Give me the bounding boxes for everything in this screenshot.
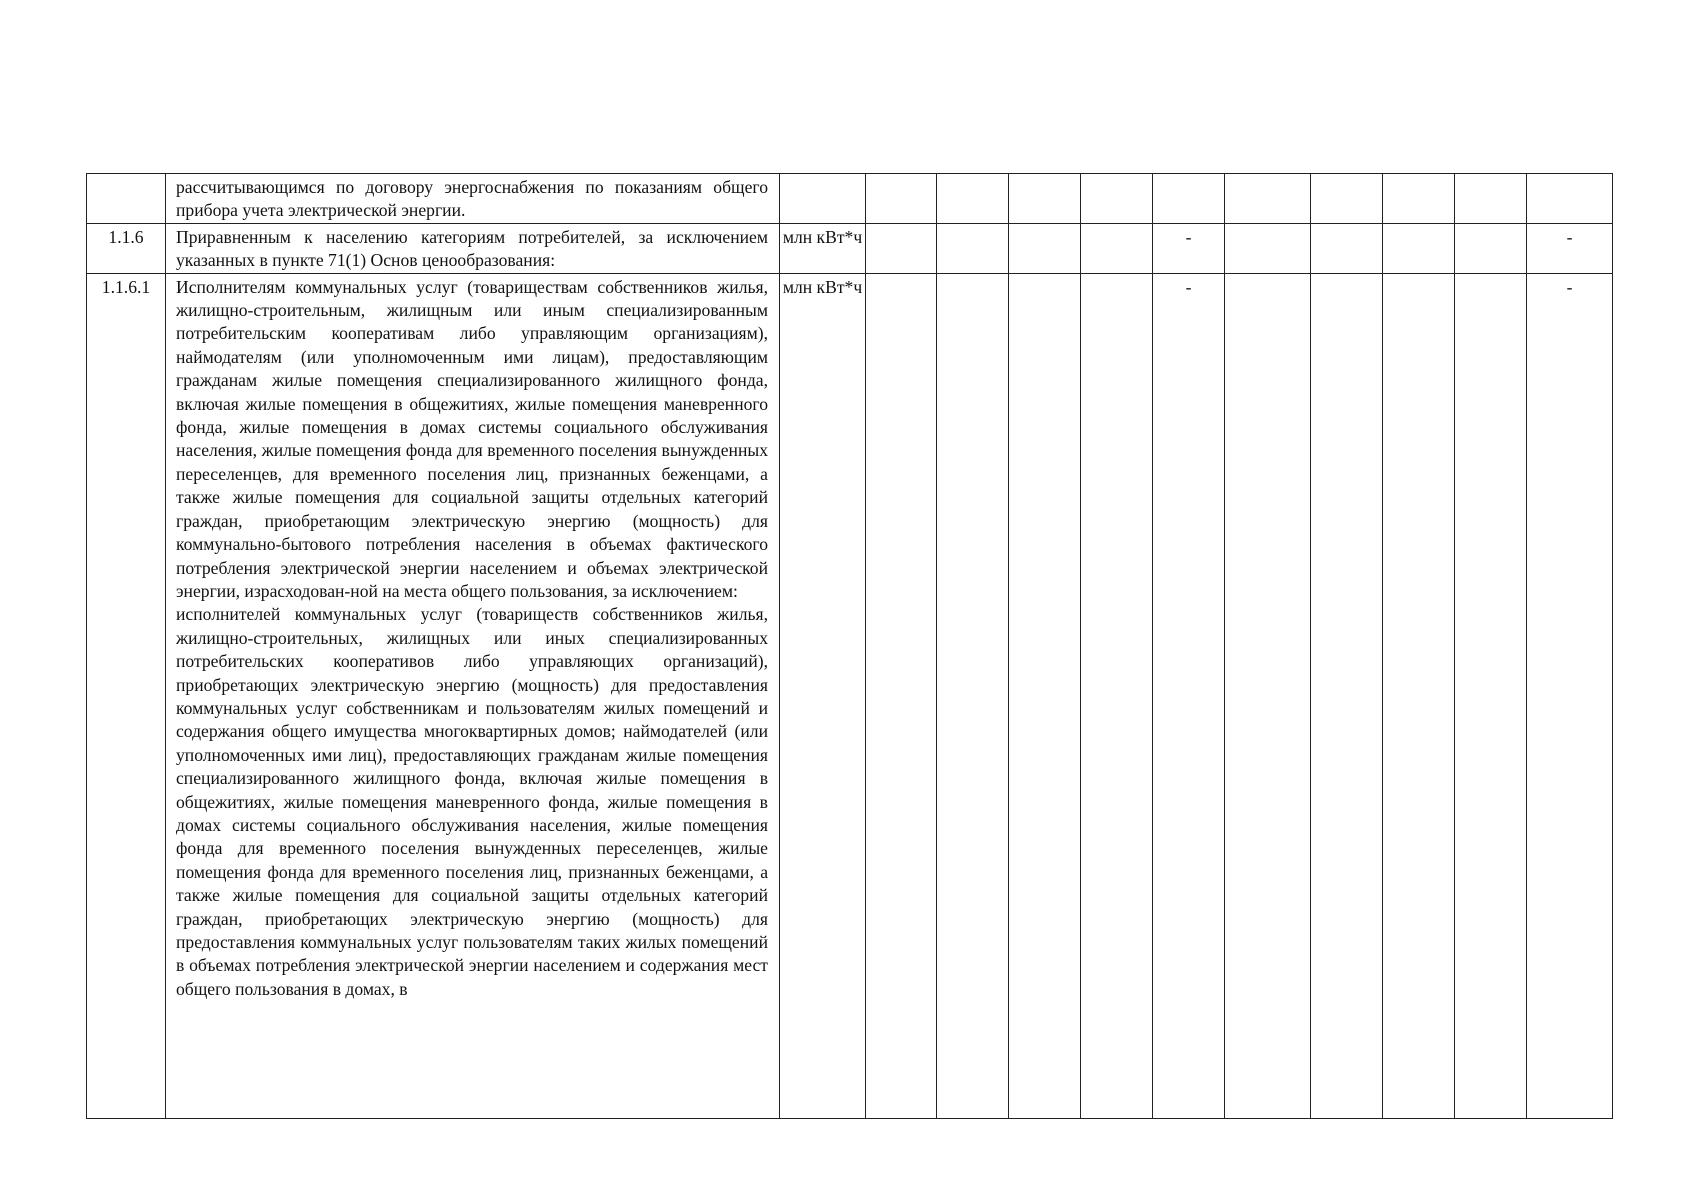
row-description	[166, 273, 780, 1118]
value-cell	[937, 223, 1009, 273]
value-cell	[1383, 273, 1455, 1118]
value-cell	[1383, 174, 1455, 224]
value-cell	[1383, 223, 1455, 273]
table-row	[87, 174, 1613, 224]
value-cell	[1225, 174, 1311, 224]
row-unit: млн кВт*ч	[780, 223, 866, 273]
description-paragraph: Приравненным к населению категориям потребителей, за исключением указанных в пункте 71(1) Основ ценообразования:	[176, 226, 768, 271]
value-cell	[1225, 273, 1311, 1118]
value-cell	[1311, 223, 1383, 273]
table-body	[87, 174, 1613, 1119]
value-cell	[937, 174, 1009, 224]
data-table	[86, 173, 1613, 1119]
value-cell: -	[1153, 273, 1225, 1118]
value-cell	[866, 273, 937, 1118]
value-cell	[1455, 223, 1527, 273]
value-cell	[937, 273, 1009, 1118]
value-cell	[1455, 174, 1527, 224]
value-cell	[866, 174, 937, 224]
value-cell	[1081, 174, 1153, 224]
value-cell	[1081, 273, 1153, 1118]
row-description	[166, 174, 780, 224]
value-cell	[1009, 273, 1081, 1118]
value-cell	[1455, 273, 1527, 1118]
value-cell	[1311, 174, 1383, 224]
value-cell: -	[1527, 223, 1613, 273]
value-cell	[1009, 223, 1081, 273]
value-cell	[1153, 174, 1225, 224]
row-unit: млн кВт*ч	[780, 273, 866, 1118]
description-paragraph: Исполнителям коммунальных услуг (товариществам собственников жилья, жилищно-строительным, жилищным или иным специализированным потребительским кооперативам либо управляющим организациям), наймодателям (или уполномоченным ими лицам), предоставляющим гражданам жилые помещения специализированного жилищного фонда, включая жилые помещения в общежитиях, жилые помещения маневренного фонда, жилые помещения в домах системы социального обслуживания населения, жилые помещения фонда для временного поселения вынужденных переселенцев, для временного поселения лиц, признанных беженцами, а также жилые помещения для социальной защиты отдельных категорий граждан, приобретающим электрическую энергию (мощность) для коммунально-бытового потребления населения в объемах фактического потребления электрической энергии населением и объемах электрической энергии, израсходован-ной на места общего пользования, за исключением:	[176, 276, 768, 601]
value-cell	[1081, 223, 1153, 273]
row-description	[166, 223, 780, 273]
value-cell	[1527, 174, 1613, 224]
value-cell	[866, 223, 937, 273]
value-cell	[1311, 273, 1383, 1118]
value-cell	[1009, 174, 1081, 224]
value-cell: -	[1527, 273, 1613, 1118]
row-number: 1.1.6.1	[87, 273, 166, 1118]
description-paragraph: исполнителей коммунальных услуг (товариществ собственников жилья, жилищно-строительных, жилищных или иных специализированных потребительских кооперативов либо управляющих организаций), приобретающих электрическую энергию (мощность) для предоставления коммунальных услуг собственникам и пользователям жилых помещений и содержания общего имущества многоквартирных домов; наймодателей (или уполномоченных ими лиц), предоставляющих гражданам жилые помещения специализированного жилищного фонда, включая жилые помещения в общежитиях, жилые помещения маневренного фонда, жилые помещения в домах системы социального обслуживания населения, жилые помещения фонда для временного поселения вынужденных переселенцев, жилые помещения фонда для временного поселения лиц, признанных беженцами, а также жилые помещения для социальной защиты отдельных категорий граждан, приобретающих электрическую энергию (мощность) для предоставления коммунальных услуг пользователям таких жилых помещений в объемах потребления электрической энергии населением и содержания мест общего пользования в домах, в	[176, 604, 768, 999]
description-paragraph: рассчитывающимся по договору энергоснабжения по показаниям общего прибора учета электрической энергии.	[176, 177, 768, 221]
row-number: 1.1.6	[87, 223, 166, 273]
table-row	[87, 223, 1613, 273]
table-row	[87, 273, 1613, 1118]
row-number	[87, 174, 166, 224]
row-unit	[780, 174, 866, 224]
value-cell: -	[1153, 223, 1225, 273]
value-cell	[1225, 223, 1311, 273]
